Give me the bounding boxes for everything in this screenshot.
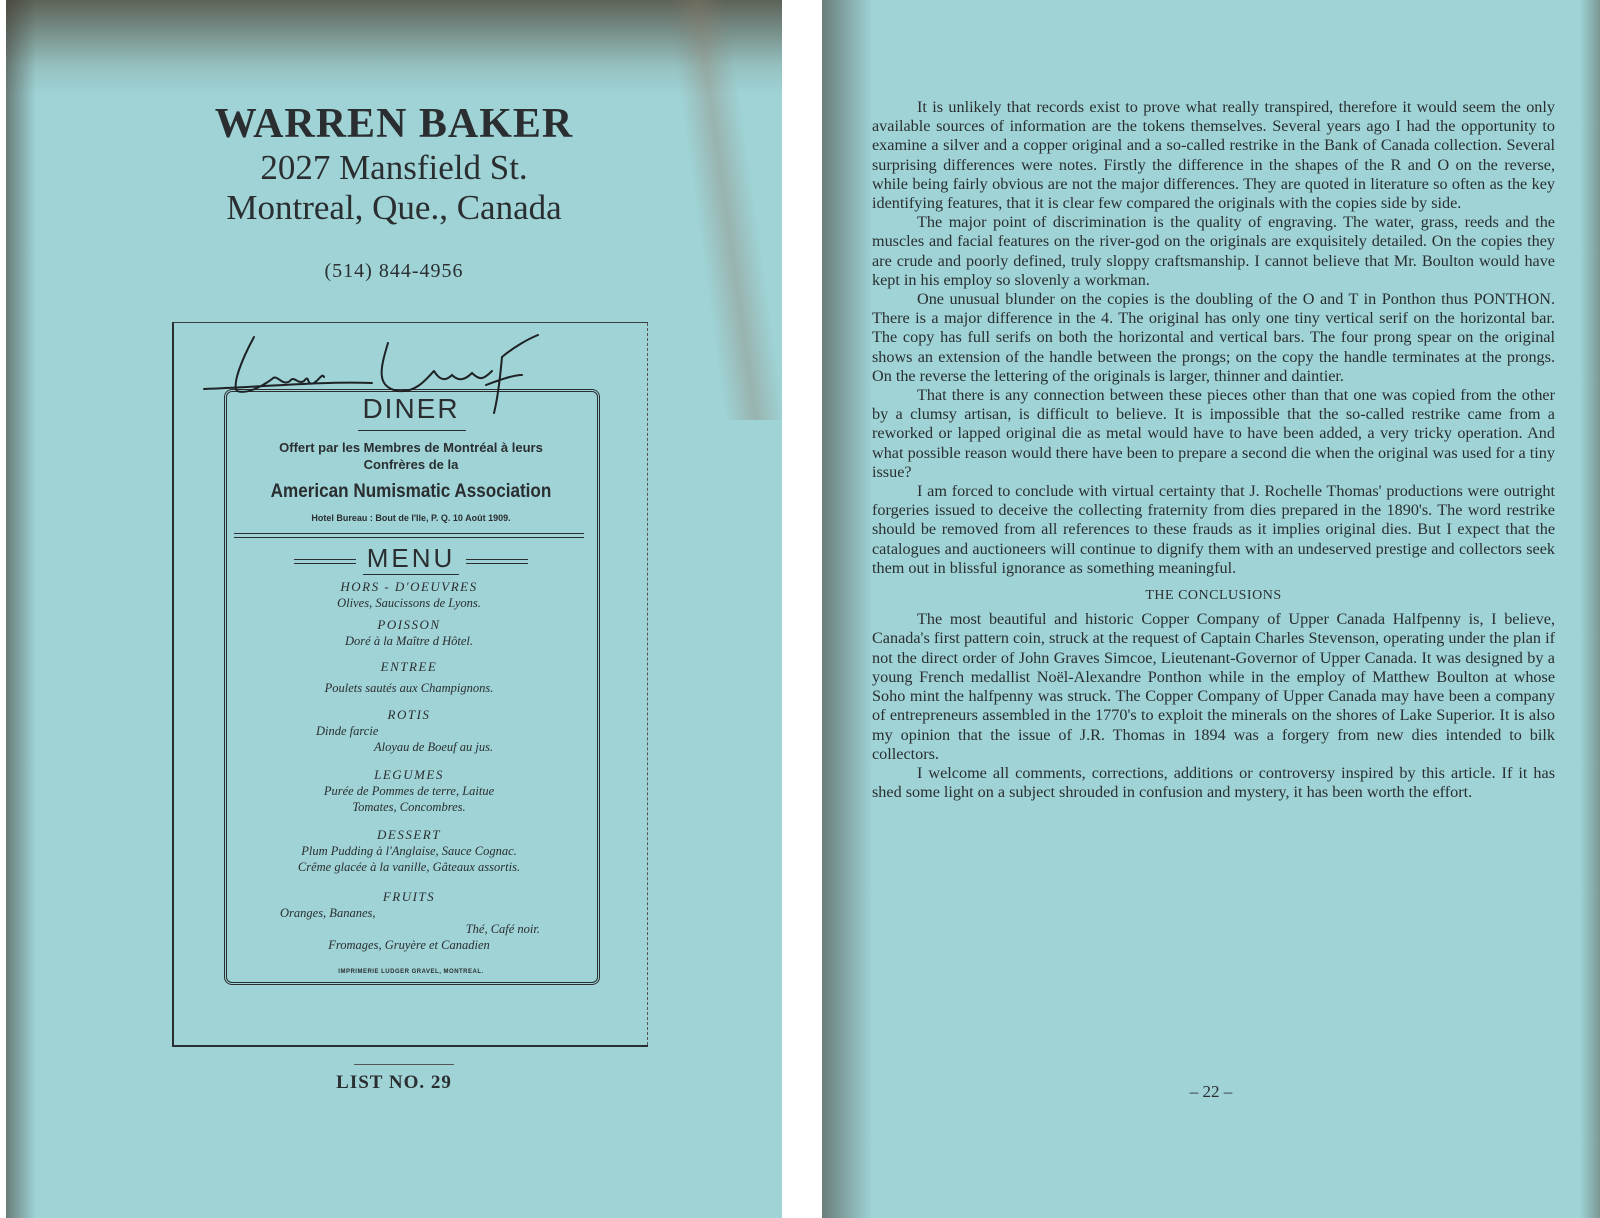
course-name: LEGUMES	[374, 767, 444, 782]
page-number: – 22 –	[1189, 1082, 1233, 1101]
article-paragraph: I welcome all comments, corrections, additions or controversy inspired by this article. If it has shed some light on a subject shrouded in confusion and mystery, it has been worth the effort.	[872, 763, 1555, 802]
article-paragraph: I am forced to conclude with virtual certainty that J. Rochelle Thomas' productions were outright forgeries issued to deceive the collecting fraternity from dies prepared in the 1890's. The word restrike should be removed from all references to these frauds as it implies original dies. But I expect that the catalogues and auctioneers will continue to dignify them with an undeserved prestige and collectors seek them out in blissful ignorance as something meaningful.	[872, 482, 1555, 577]
course-item: Doré à la Maître d Hôtel.	[345, 634, 473, 648]
course-item: Aloyau de Boeuf au jus.	[374, 740, 494, 754]
menu-card	[172, 322, 648, 1047]
course-item: Oranges, Bananes,	[280, 906, 376, 920]
menu-heading-wrap	[174, 543, 648, 575]
dealer-phone: (514) 844-4956	[324, 260, 464, 282]
hotel-line: Hotel Bureau : Bout de l'Ile, P. Q. 10 Août 1909.	[311, 513, 511, 523]
course-item: Tomates, Concombres.	[352, 800, 466, 814]
diner-subtitle-line: Offert par les Membres de Montréal à leurs	[279, 440, 543, 455]
course-name: ROTIS	[387, 707, 431, 722]
page-edge-shadow	[1580, 0, 1600, 1218]
diner-subtitle-line: Confrères de la	[363, 457, 459, 472]
section-heading: THE CONCLUSIONS	[1145, 588, 1282, 604]
left-page	[6, 0, 782, 1218]
course-item: Fromages, Gruyère et Canadien	[328, 938, 490, 952]
course-dessert	[224, 827, 594, 875]
article-body	[872, 98, 1555, 802]
divider	[234, 533, 584, 538]
article-paragraph: One unusual blunder on the copies is the doubling of the O and T in Ponthon thus PONTHON. There is a major difference in the 4. The original has only one tiny vertical serif on the horizontal bar. The copy has full serifs on both the horizontal and vertical bars. The four prong spear on the original shows an extension of the handle between the prongs; on the copy the handle terminates at the prongs. On the reverse the lettering of the originals is larger, thinner and daintier.	[872, 290, 1555, 385]
course-entree	[224, 659, 594, 696]
diner-title: DINER	[362, 393, 460, 424]
course-fruits	[224, 889, 594, 953]
divider	[358, 430, 466, 431]
dealer-header	[6, 100, 782, 283]
course-item: Thé, Café noir.	[465, 922, 540, 936]
article-paragraph: It is unlikely that records exist to prove what really transpired, therefore it would seem the only available sources of information are the tokens themselves. Several years ago I had the opportunity to examine a silver and a copper original and a so-called restrike in the Bank of Canada collection. Several surprising differences were notes. Firstly the difference in the shapes of the R and O on the reverse, while being fairly obvious are not the major differences. They are quoted in literature so often as the key identifying features, that it is clear few compared the originals with the copies side by side.	[872, 98, 1555, 213]
course-item: Purée de Pommes de terre, Laitue	[323, 784, 495, 798]
course-item: Plum Pudding à l'Anglaise, Sauce Cognac.	[301, 844, 517, 858]
course-hors-doeuvres	[224, 579, 594, 611]
course-name: HORS - D'OEUVRES	[340, 579, 478, 594]
imprint: IMPRIMERIE LUDGER GRAVEL, MONTREAL.	[338, 969, 484, 975]
article-paragraph: That there is any connection between these pieces other than that one was copied from the other by a clumsy artisan, is difficult to believe. It is impossible that the so-called restrike came from a reworked or lapped original die as metal would have to have been added, a very tricky operation. And what possible reason would there have been to prepare a second die when the original was used for a tiny issue?	[872, 386, 1555, 481]
page-edge-shadow	[6, 0, 782, 95]
article-paragraph: The most beautiful and historic Copper Company of Upper Canada Halfpenny is, I believe, Canada's first pattern coin, struck at the request of Captain Charles Stevenson, operating under the plan if not the direct order of John Graves Simcoe, Lieutenant-Governor of Upper Canada. It was designed by a young French medallist Noël-Alexandre Ponthon while in the employ of Matthew Boulton at whose Soho mint the halfpenny was struck. The Copper Company of Upper Canada may have been a company of entrepreneurs assembled in the 1770's to exploit the minerals on the shores of Lake Superior. It is also my opinion that the issue of J.R. Thomas in 1894 was a forgery from new dies intended to bilk collectors.	[872, 610, 1555, 763]
course-legumes	[224, 767, 594, 815]
course-name: ENTREE	[380, 659, 438, 674]
diner-subtitle	[174, 439, 648, 473]
course-name: FRUITS	[382, 889, 436, 904]
association-name: American Numismatic Association	[270, 481, 552, 502]
dealer-name: WARREN BAKER	[214, 101, 574, 147]
dealer-street: 2027 Mansfield St.	[260, 148, 528, 187]
page-edge-shadow	[822, 0, 872, 1218]
course-item: Dinde farcie	[316, 724, 379, 738]
right-page	[822, 0, 1600, 1218]
course-item: Poulets sautés aux Champignons.	[324, 681, 494, 695]
menu-heading: MENU	[363, 543, 460, 575]
course-poisson	[224, 617, 594, 649]
course-name: POISSON	[377, 617, 441, 632]
card-edge	[647, 323, 648, 1045]
course-item: Crême glacée à la vanille, Gâteaux assortis.	[297, 860, 521, 874]
course-name: DESSERT	[377, 827, 441, 842]
course-rotis	[224, 707, 594, 755]
course-item: Olives, Saucissons de Lyons.	[337, 596, 481, 610]
dealer-city: Montreal, Que., Canada	[226, 188, 562, 227]
list-number: LIST NO. 29	[336, 1072, 452, 1093]
divider	[354, 1064, 454, 1065]
article-paragraph: The major point of discrimination is the quality of engraving. The water, grass, reeds and the muscles and facial features on the river-god on the originals are exquisitely detailed. On the copies they are crude and poorly defined, truly sloppy craftsmanship. I cannot believe that Mr. Boulton would have kept in his employ so slovenly a workman.	[872, 213, 1555, 289]
